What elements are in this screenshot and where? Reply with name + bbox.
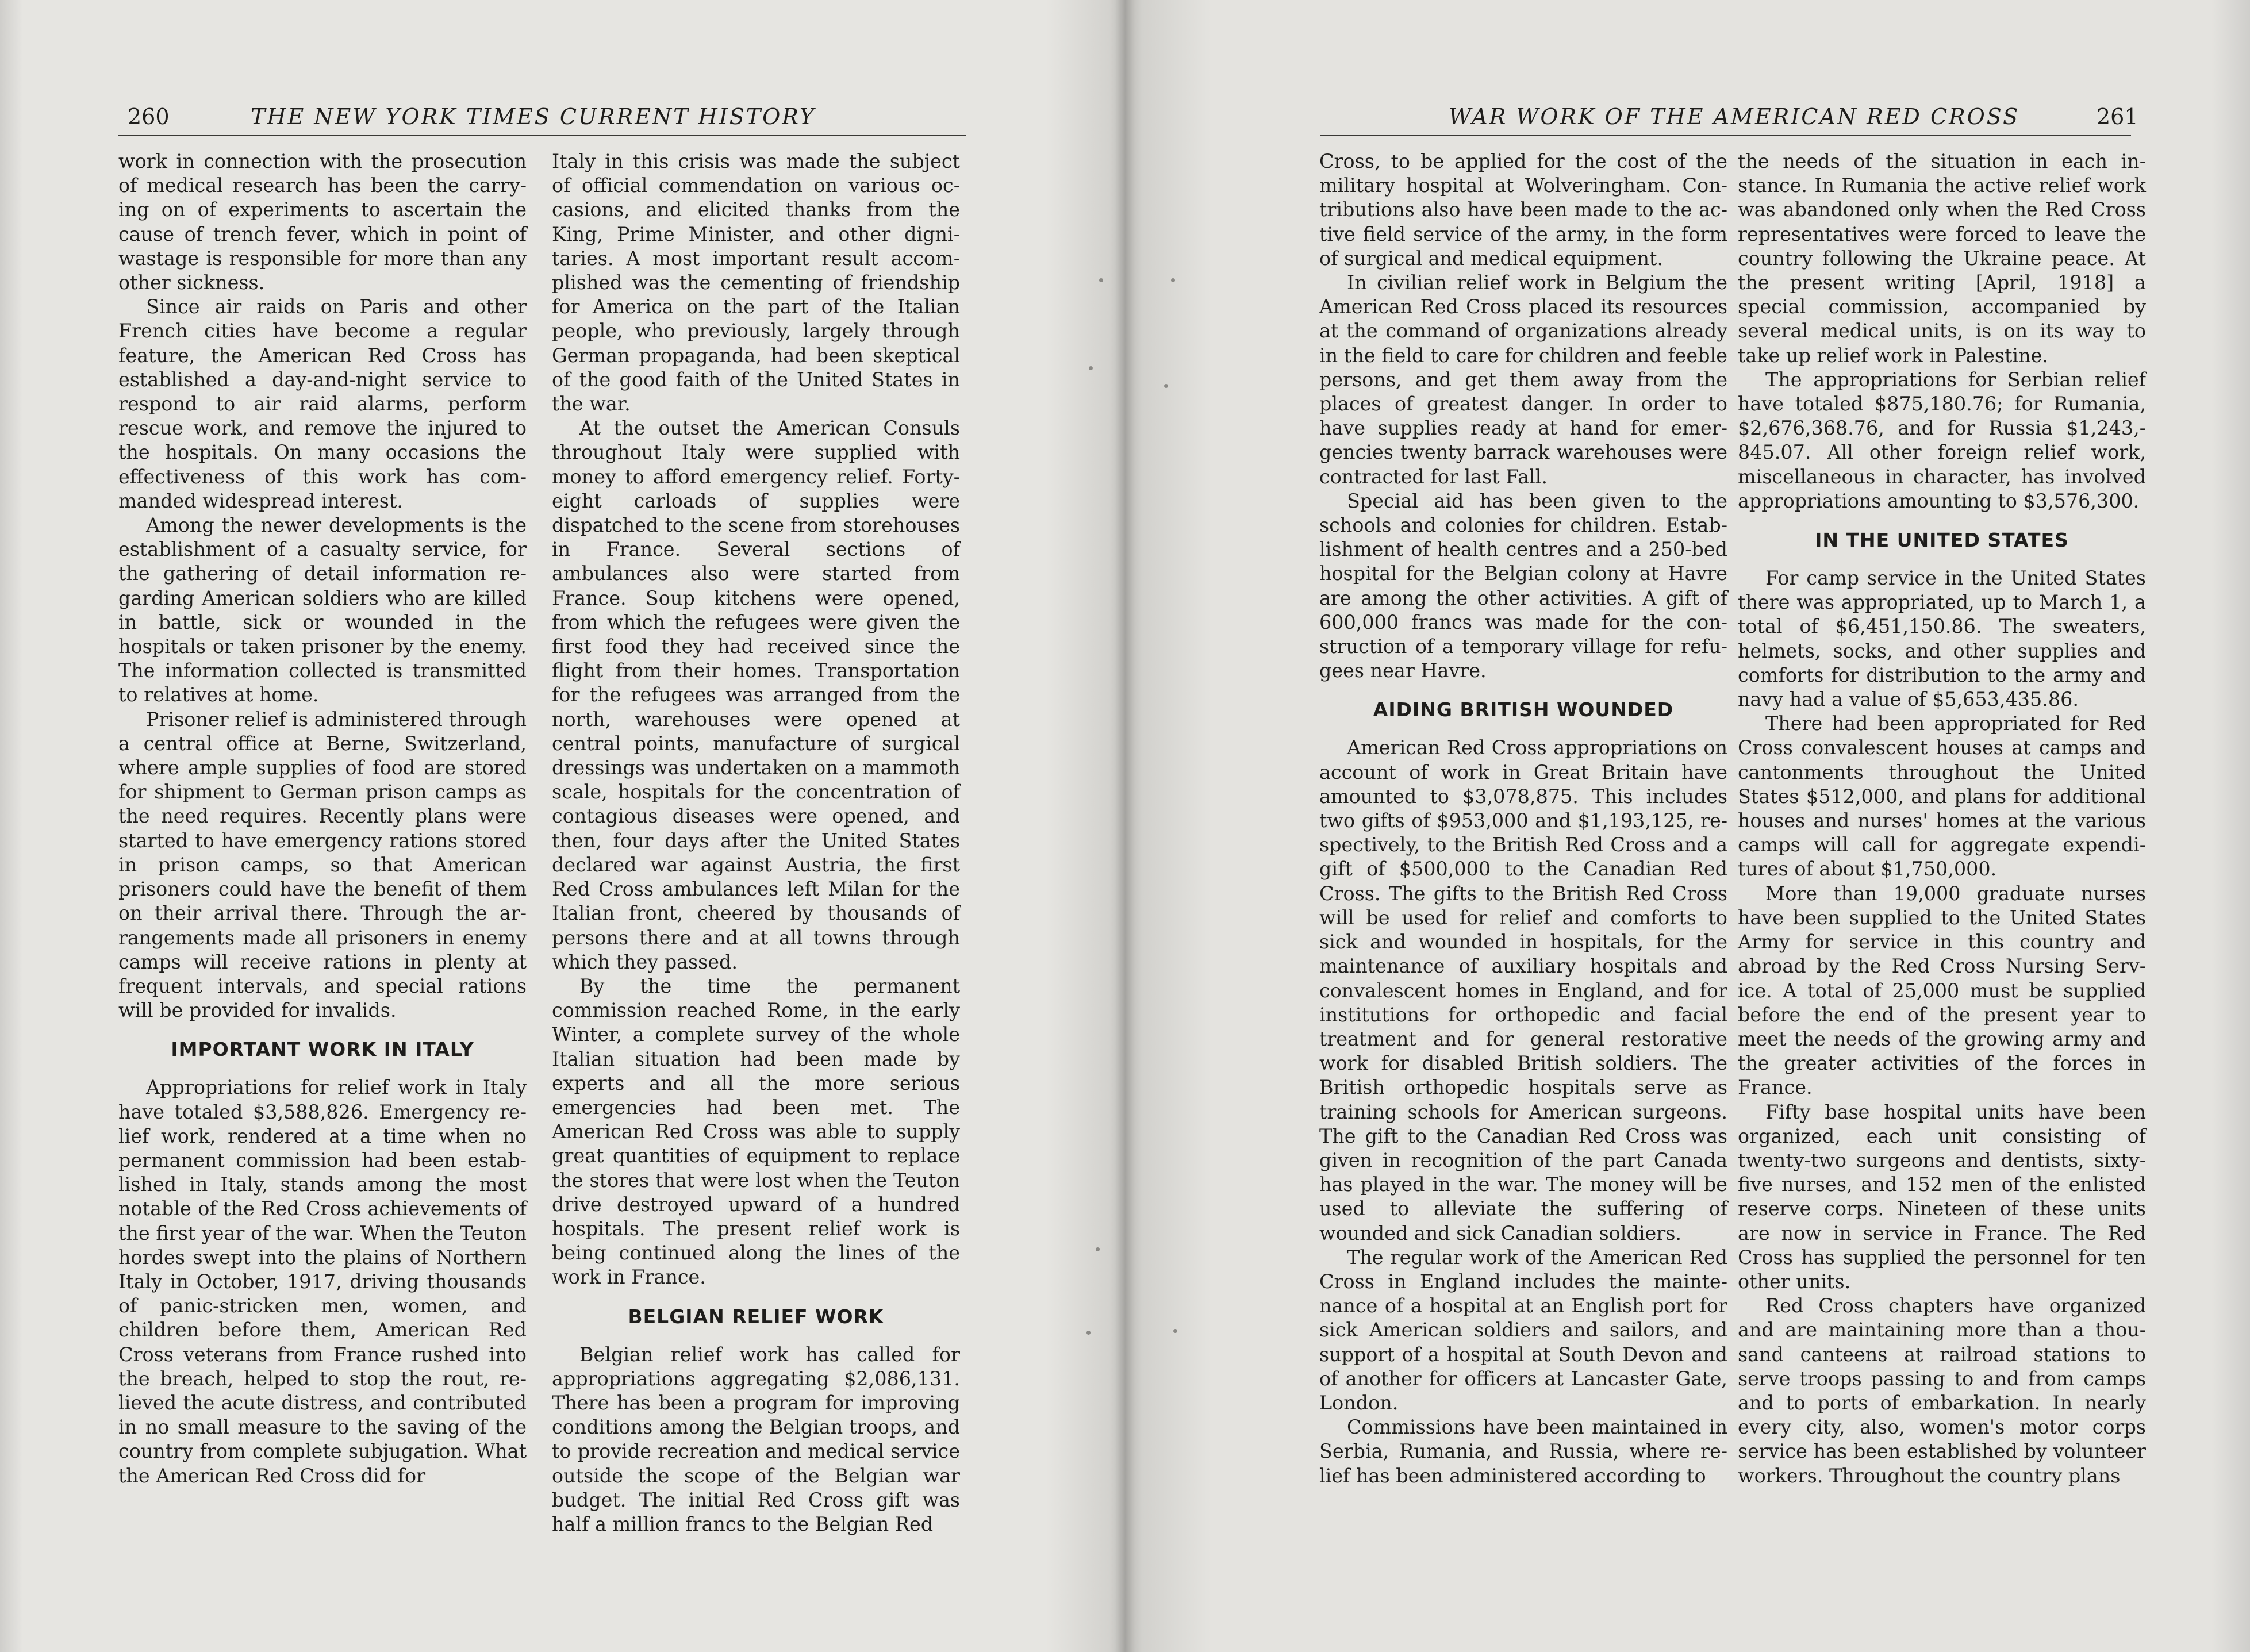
paragraph: The regular work of the American Red Cross in England includes the maintenance of a hospital at an English port for sick American soldiers and sailors, and support of a hospital at South Devon and of another for officers at Lancaster Gate, London. [1319,1246,1727,1414]
paper-speck [1164,384,1168,388]
paragraph: More than 19,000 graduate nurses have been supplied to the United States Army for service in this country and abroad by the Red Cross Nursing Service. A total of 25,000 must be supplied before the end of the present year to meet the needs of the growing army and the greater activities of the forces in France. [1738,882,2146,1099]
paragraph: Appropriations for relief work in Italy have totaled $3,588,826. Emergency relief work, rendered at a time when no permanent commission had been established in Italy, stands among the most notable of the Red Cross achievements of the first year of the war. When the Teuton hordes swept into the plains of Northern Italy in October, 1917, driving thousands of panic-stricken men, women, and children before them, American Red Cross veterans from France rushed into the breach, helped to stop the rout, relieved the acute distress, and contributed in no small measure to the saving of the country from complete subjugation. What the American Red Cross did for [118,1076,527,1487]
paragraph: Since air raids on Paris and other French cities have become a regular feature, the American Red Cross has established a day-and-night service to respond to air raid alarms, perform rescue work, and remove the injured to the hospitals. On many occasions the effectiveness of this work has commanded widespread interest. [118,295,527,512]
paper-speck [1099,278,1103,282]
running-head-title: WAR WORK OF THE AMERICAN RED CROSS [1449,104,2020,129]
paragraph: Commissions have been maintained in Serbia, Rumania, and Russia, where relief has been administered according to [1319,1416,1727,1487]
paragraph: Prisoner relief is administered through a central office at Berne, Switzerland, where ample supplies of food are stored for shipment to German prison camps as the need requires. Recently plans were started to have emergency rations stored in prison camps, so that American prisoners could have the benefit of them on their arrival there. Through the arrangements made all prisoners in enemy camps will receive rations in plenty at frequent intervals, and special rations will be provided for invalids. [118,708,527,1022]
paragraph: In civilian relief work in Belgium the American Red Cross placed its resources at the command of organizations already in the field to care for children and feeble persons, and get them away from the places of greatest danger. In order to have supplies ready at hand for emergencies twenty barrack warehouses were contracted for last Fall. [1319,271,1727,488]
running-head-title: THE NEW YORK TIMES CURRENT HISTORY [251,104,816,129]
paragraph: American Red Cross appropriations on account of work in Great Britain have amounted to $3,078,875. This includes two gifts of $953,000 and $1,193,125, respectively, to the British Red Cross and a gift of $500,000 to the Canadian Red Cross. The gifts to the British Red Cross will be used for relief and comforts to sick and wounded in hospitals, for the maintenance of auxiliary hospitals and convalescent homes in England, and for institutions for orthopedic and facial treatment and for general restorative work for disabled British soldiers. The British orthopedic hospitals serve as training schools for American surgeons. The gift to the Canadian Red Cross was given in recognition of the part Canada has played in the war. The money will be used to alleviate the suffering of wounded and sick Canadian soldiers. [1319,736,1727,1244]
paragraph: Among the newer developments is the establishment of a casualty service, for the gathering of detail information regarding American soldiers who are killed in battle, sick or wounded in the hospitals or taken prisoner by the enemy. The information collected is transmitted to relatives at home. [118,514,527,706]
section-heading: AIDING BRITISH WOUNDED [1373,698,1674,721]
paragraph: Belgian relief work has called for appropriations aggregating $2,086,131. There has been a program for improving conditions among the Belgian troops, and to provide recreation and medical service outside the scope of the Belgian war budget. The initial Red Cross gift was half a million francs to the Belgian Red [552,1343,960,1535]
paragraph: At the outset the American Consuls throughout Italy were supplied with money to afford emergency relief. Forty-eight carloads of supplies were dispatched to the scene from storehouses in France. Several sections of ambulances also were started from France. Soup kitchens were opened, from which the refugees were given the first food they had received since the flight from their homes. Transportation for the refugees was arranged from the north, warehouses were opened at central points, manufacture of surgical dressings was undertaken on a mammoth scale, hospitals for the concentration of contagious diseases were opened, and then, four days after the United States declared war against Austria, the first Red Cross ambulances left Milan for the Italian front, cheered by thousands of persons there and at all towns through which they passed. [552,417,960,973]
right-page [1125,0,2250,1652]
paper-speck [1171,278,1175,282]
paragraph: For camp service in the United States there was appropriated, up to March 1, a total of $6,451,150.86. The sweaters, helmets, socks, and other supplies and comforts for distribution to the army and navy had a value of $5,653,435.86. [1738,567,2146,711]
section-heading: BELGIAN RELIEF WORK [628,1305,884,1328]
paper-speck [1086,1331,1091,1335]
left-column-1 [118,149,527,1506]
paragraph: Italy in this crisis was made the subject of official commendation on various occasions, and elicited thanks from the King, Prime Minister, and other dignitaries. A most important result accomplished was the cementing of friendship for America on the part of the Italian people, who previously, largely through German propaganda, had been skeptical of the good faith of the United States in the war. [552,150,960,416]
page-number: 260 [128,104,170,129]
section-heading: IN THE UNITED STATES [1815,529,2069,552]
header-rule [1320,135,2131,136]
right-running-header [1125,102,2250,131]
paragraph: Special aid has been given to the schools and colonies for children. Establishment of health centres and a 250-bed hospital for the Belgian colony at Havre are among the other activities. A gift of 600,000 francs was made for the construction of a temporary village for refugees near Havre. [1319,489,1727,682]
paragraph: Cross, to be applied for the cost of the military hospital at Wolveringham. Contributions also have been made to the active field service of the army, in the form of surgical and medical equipment. [1319,150,1727,270]
paragraph: By the time the permanent commission reached Rome, in the early Winter, a complete survey of the whole Italian situation had been made by experts and all the more serious emergencies had been met. The American Red Cross was able to supply great quantities of equipment to replace the stores that were lost when the Teuton drive destroyed upward of a hundred hospitals. The present relief work is being continued along the lines of the work in France. [552,974,960,1289]
page-number: 261 [2097,104,2138,129]
paper-speck [1096,1247,1100,1251]
book-gutter [1115,0,1135,1652]
paragraph: The appropriations for Serbian relief have totaled $875,180.76; for Rumania, $2,676,368.76, and for Russia $1,243,845.07. All other foreign relief work, miscellaneous in character, has involved appropriations amounting to $3,576,300. [1738,368,2146,512]
paper-speck [1173,1329,1177,1333]
paragraph: Red Cross chapters have organized and are maintaining more than a thousand canteens at railroad stations to serve troops passing to and from camps and to ports of embarkation. In nearly every city, also, women's motor corps service has been established by volunteer workers. Throughout the country plans [1738,1294,2146,1487]
left-running-header [0,102,1125,131]
right-column-2 [1738,149,2146,1506]
right-column-1 [1319,149,1727,1506]
paragraph: work in connection with the prosecution of medical research has been the carrying on of experiments to ascertain the cause of trench fever, which in point of wastage is responsible for more than any other sickness. [118,150,527,294]
paper-speck [1089,366,1093,370]
paragraph: Fifty base hospital units have been organized, each unit consisting of twenty-two surgeons and dentists, sixty-five nurses, and 152 men of the enlisted reserve corps. Nineteen of these units are now in service in France. The Red Cross has supplied the personnel for ten other units. [1738,1100,2146,1293]
left-column-2 [552,149,960,1535]
header-rule [118,135,966,136]
section-heading: IMPORTANT WORK IN ITALY [171,1038,474,1061]
paragraph: There had been appropriated for Red Cross convalescent houses at camps and cantonments throughout the United States $512,000, and plans for additional houses and nurses' homes at the various camps will call for aggregate expenditures of about $1,750,000. [1738,712,2146,881]
paragraph: the needs of the situation in each instance. In Rumania the active relief work was abandoned only when the Red Cross representatives were forced to leave the country following the Ukraine peace. At the present writing [April, 1918] a special commission, accompanied by several medical units, is on its way to take up relief work in Palestine. [1738,150,2146,367]
